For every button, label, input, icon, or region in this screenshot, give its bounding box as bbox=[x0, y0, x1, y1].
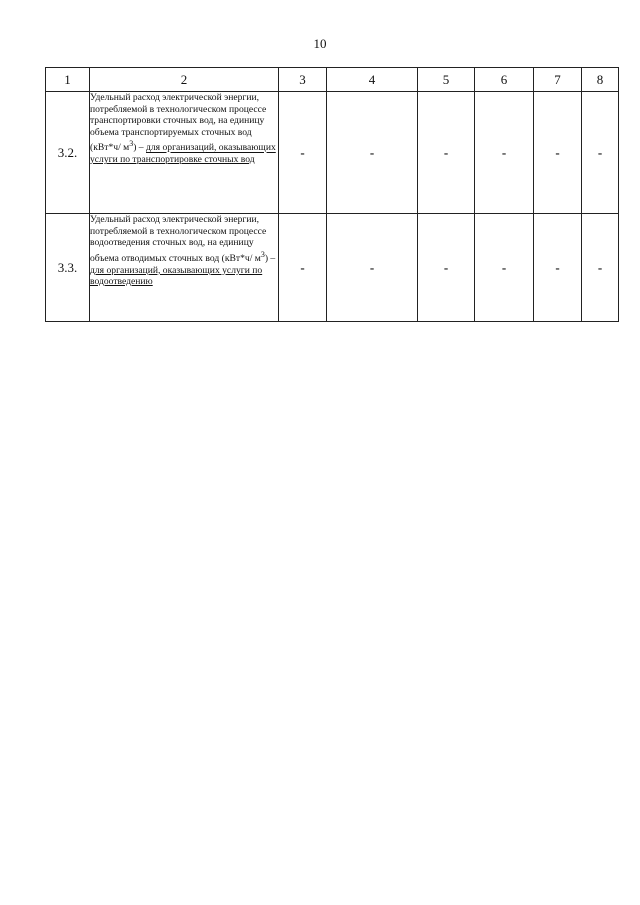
value-col-7: - bbox=[534, 92, 582, 214]
row-description bbox=[90, 214, 279, 322]
value-col-3: - bbox=[279, 214, 327, 322]
table-header-row bbox=[46, 68, 619, 92]
header-col-4: 4 bbox=[327, 68, 418, 92]
header-col-1: 1 bbox=[46, 68, 90, 92]
value-col-3: - bbox=[279, 92, 327, 214]
table-row bbox=[46, 92, 619, 214]
description-text: Удельный расход электрической энергии, потребляемой в технологическом процессе транспортировки сточных вод, на единицу объема транспортируемых сточных вод (кВт*ч/ м bbox=[90, 92, 267, 154]
description-underlined: для организаций, оказывающих услуги по водоотведению bbox=[90, 264, 263, 288]
header-col-6: 6 bbox=[475, 68, 534, 92]
value-col-5: - bbox=[418, 214, 475, 322]
page-number: 10 bbox=[313, 36, 327, 51]
description-superscript: 3 bbox=[260, 249, 265, 259]
indicators-table bbox=[45, 67, 619, 322]
header-col-8: 8 bbox=[582, 68, 619, 92]
value-col-4: - bbox=[327, 92, 418, 214]
value-col-5: - bbox=[418, 92, 475, 214]
header-col-2: 2 bbox=[90, 68, 279, 92]
header-col-3: 3 bbox=[279, 68, 327, 92]
description-connector: ) – bbox=[133, 142, 147, 154]
description-superscript: 3 bbox=[129, 139, 134, 149]
row-number: 3.2. bbox=[46, 92, 90, 214]
description-underlined: для организаций, оказывающих услуги по транспортировке сточных вод bbox=[90, 142, 276, 166]
header-col-7: 7 bbox=[534, 68, 582, 92]
description-connector: ) – bbox=[264, 252, 276, 264]
value-col-6: - bbox=[475, 92, 534, 214]
description-text: Удельный расход электрической энергии, потребляемой в технологическом процессе водоотведения сточных вод, на единицу объема отводимых сточных вод (кВт*ч/ м bbox=[90, 214, 267, 264]
value-col-8: - bbox=[582, 92, 619, 214]
table-row bbox=[46, 214, 619, 322]
row-number: 3.3. bbox=[46, 214, 90, 322]
value-col-7: - bbox=[534, 214, 582, 322]
value-col-6: - bbox=[475, 214, 534, 322]
value-col-4: - bbox=[327, 214, 418, 322]
value-col-8: - bbox=[582, 214, 619, 322]
header-col-5: 5 bbox=[418, 68, 475, 92]
row-description bbox=[90, 92, 279, 214]
